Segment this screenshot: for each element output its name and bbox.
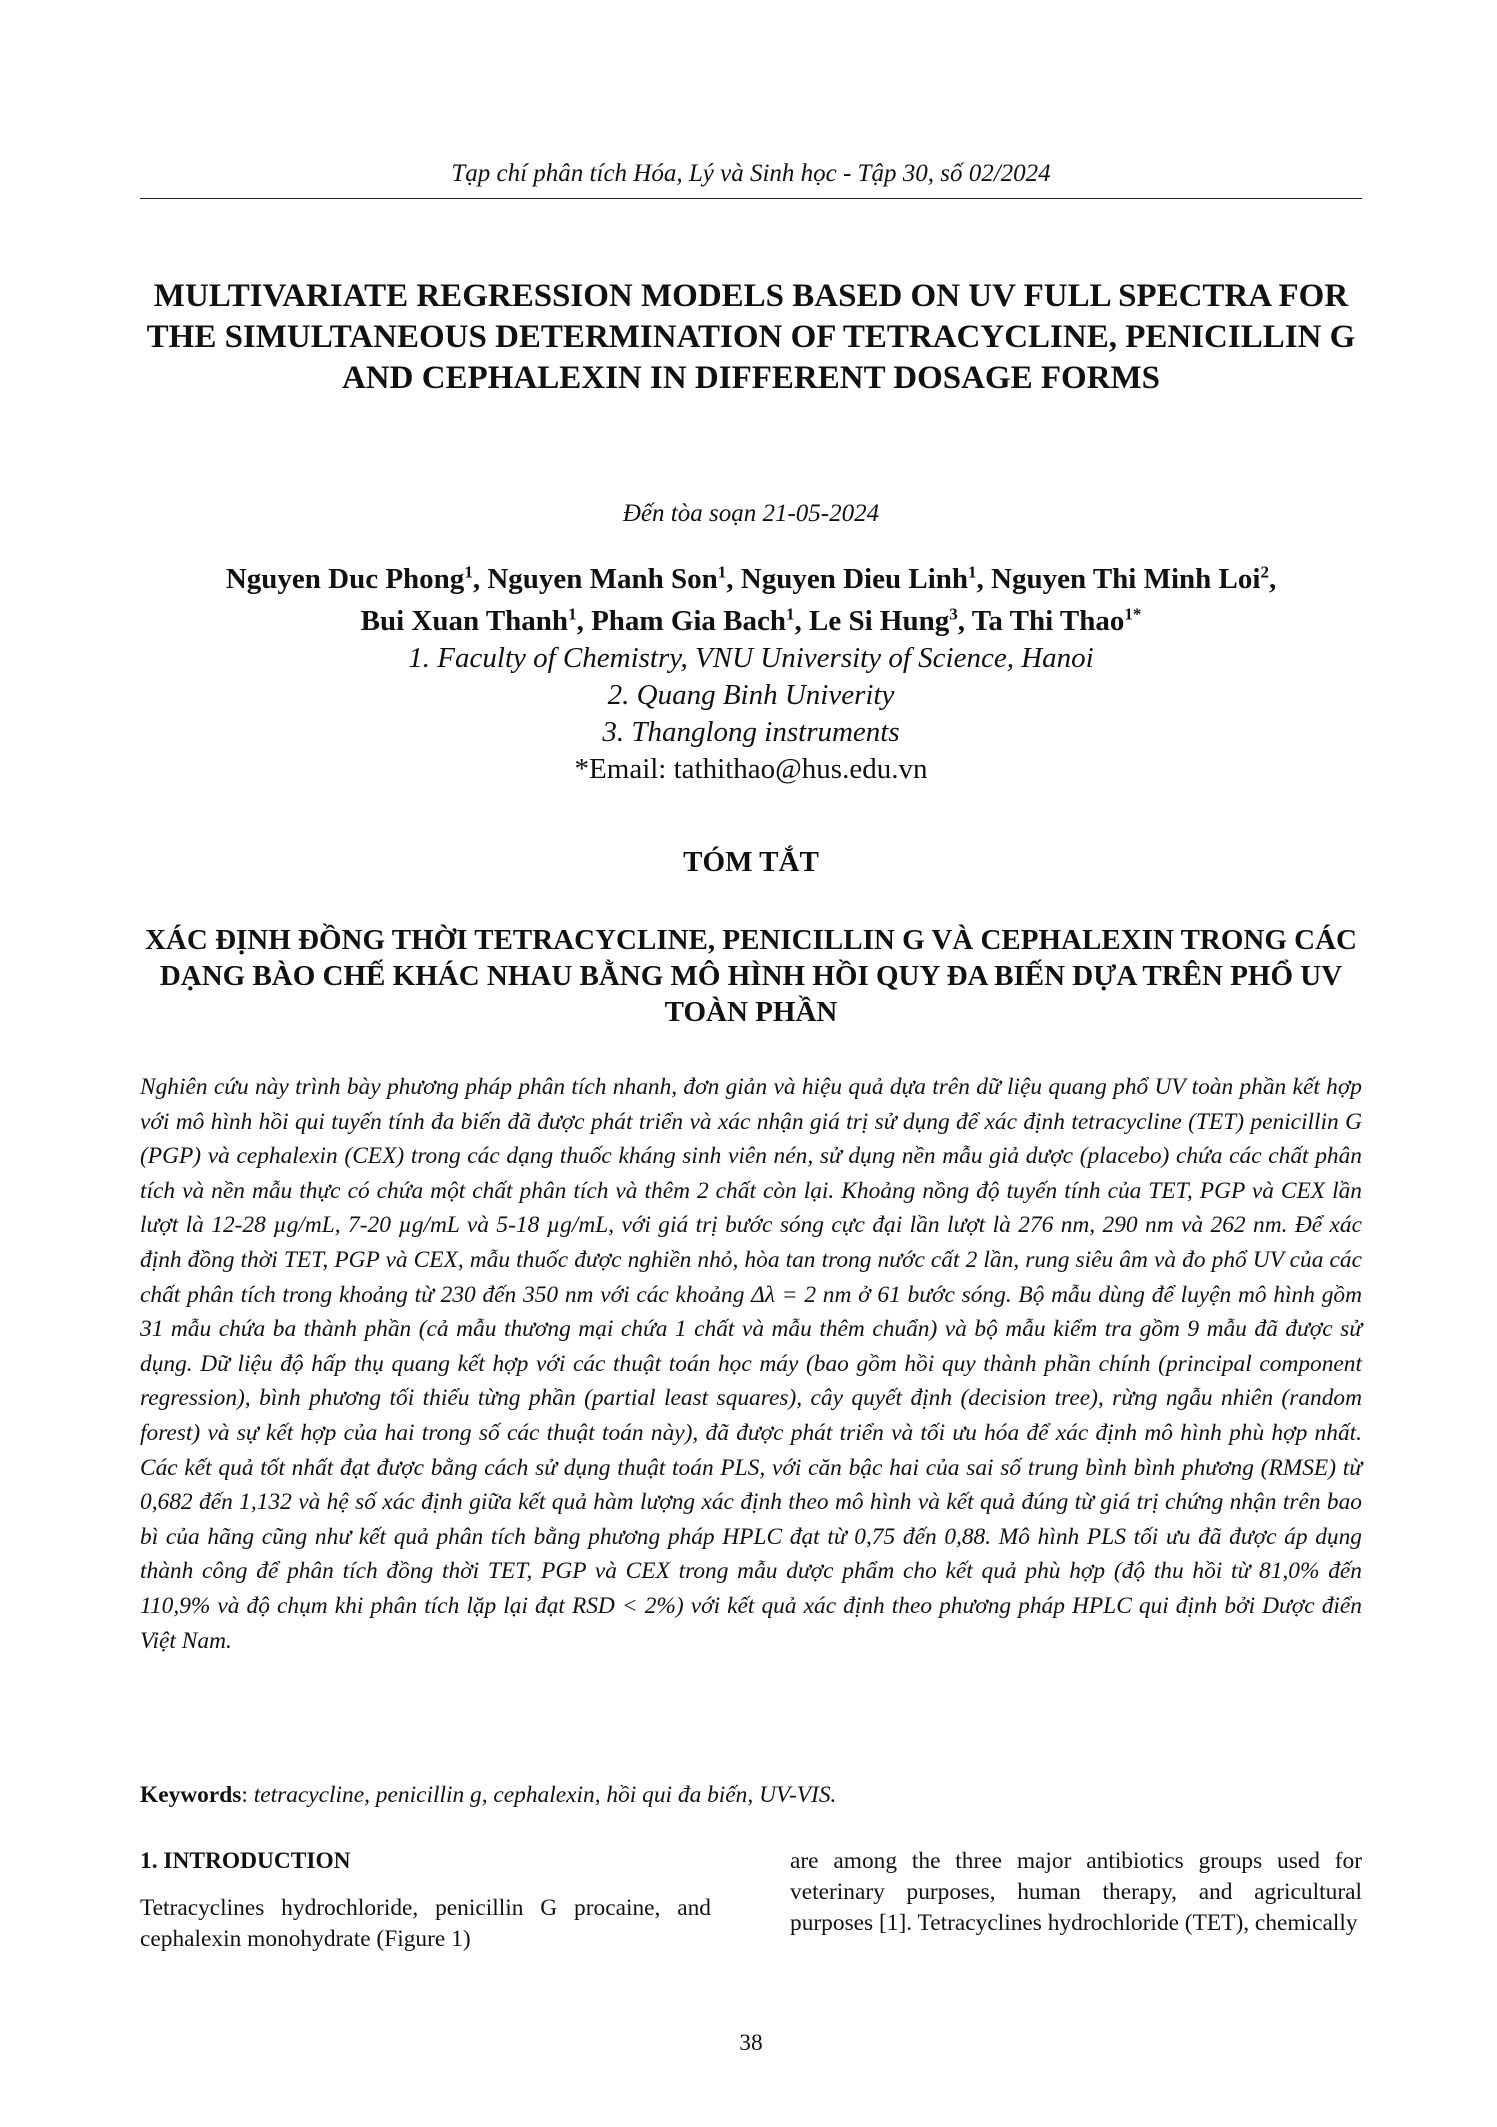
- author-name: Nguyen Manh Son: [487, 563, 718, 595]
- author-affil-mark: 2: [1260, 562, 1269, 582]
- author-affil-mark: 1: [968, 562, 977, 582]
- keywords-line: [140, 1782, 1362, 1809]
- paper-title: MULTIVARIATE REGRESSION MODELS BASED ON UV FULL SPECTRA FOR THE SIMULTANEOUS DETERMINATION OF TETRACYCLINE, PENICILLIN G AND CEPHALEXIN IN DIFFERENT DOSAGE FORMS: [146, 278, 1356, 396]
- author-separator: ,: [726, 563, 741, 595]
- keywords-colon: :: [241, 1782, 254, 1808]
- affiliation-3: 3. Thanglong instruments: [602, 716, 900, 748]
- abstract-heading: TÓM TẮT: [683, 846, 819, 878]
- author-name: Le Si Hung: [809, 605, 950, 637]
- corresponding-email: *Email: tathithao@hus.edu.vn: [574, 753, 928, 785]
- author-separator: ,: [957, 605, 972, 637]
- author-affil-mark: 1: [464, 562, 473, 582]
- author-affil-mark: 1: [786, 604, 795, 624]
- intro-right-column: are among the three major antibiotics groups used for veterinary purposes, human therapy, and agricultural purposes [1]. Tetracyclines hydrochloride (TET), chemically: [790, 1848, 1362, 1936]
- author-name: Pham Gia Bach: [591, 605, 787, 637]
- author-name: Ta Thi Thao: [971, 605, 1125, 637]
- author-name: Nguyen Thi Minh Loi: [991, 563, 1261, 595]
- author-separator: ,: [472, 563, 488, 595]
- keywords-text: tetracycline, penicillin g, cephalexin, hồi qui đa biến, UV-VIS.: [253, 1782, 837, 1808]
- author-separator: ,: [1268, 563, 1277, 595]
- page-number: 38: [739, 2030, 763, 2056]
- author-name: Nguyen Duc Phong: [225, 563, 465, 595]
- journal-header: Tạp chí phân tích Hóa, Lý và Sinh học - Tập 30, số 02/2024: [451, 160, 1051, 187]
- header-divider: [140, 198, 1362, 199]
- intro-left-column: Tetracyclines hydrochloride, penicillin G procaine, and cephalexin monohydrate (Figure 1): [140, 1895, 711, 1952]
- section-heading-introduction: 1. INTRODUCTION: [140, 1848, 351, 1874]
- vietnamese-title: XÁC ĐỊNH ĐỒNG THỜI TETRACYCLINE, PENICILLIN G VÀ CEPHALEXIN TRONG CÁC DẠNG BÀO CHẾ KHÁC NHAU BẰNG MÔ HÌNH HỒI QUY ĐA BIẾN DỰA TRÊN PHỔ UV TOÀN PHẦN: [144, 924, 1357, 1028]
- author-name: Nguyen Dieu Linh: [740, 563, 969, 595]
- affiliation-1: 1. Faculty of Chemistry, VNU University of Science, Hanoi: [408, 642, 1094, 674]
- author-separator: ,: [576, 605, 592, 637]
- author-affil-mark: 1: [568, 604, 577, 624]
- author-separator: ,: [976, 563, 992, 595]
- author-line-1: [140, 558, 1362, 600]
- author-affil-mark: 1*: [1124, 604, 1142, 624]
- author-line-2: [140, 600, 1362, 642]
- received-date: Đến tòa soạn 21-05-2024: [622, 500, 880, 527]
- author-affil-mark: 3: [949, 604, 958, 624]
- author-affil-mark: 1: [717, 562, 727, 582]
- keywords-label: Keywords: [140, 1782, 242, 1808]
- author-separator: ,: [794, 605, 810, 637]
- affiliation-2: 2. Quang Binh Univerity: [607, 679, 895, 711]
- author-list: [140, 558, 1362, 642]
- author-name: Bui Xuan Thanh: [360, 605, 569, 637]
- abstract-body: Nghiên cứu này trình bày phương pháp phân tích nhanh, đơn giản và hiệu quả dựa trên dữ liệu quang phổ UV toàn phần kết hợp với mô hình hồi qui tuyến tính đa biến đã được phát triển và xác nhận giá trị sử dụng để xác định tetracycline (TET) penicillin G (PGP) và cephalexin (CEX) trong các dạng thuốc kháng sinh viên nén, sử dụng nền mẫu giả dược (placebo) chứa các chất phân tích và nền mẫu thực có chứa một chất phân tích và thêm 2 chất còn lại. Khoảng nồng độ tuyến tính của TET, PGP và CEX lần lượt là 12-28 µg/mL, 7-20 µg/mL và 5-18 µg/mL, với giá trị bước sóng cực đại lần lượt là 276 nm, 290 nm và 262 nm. Để xác định đồng thời TET, PGP và CEX, mẫu thuốc được nghiền nhỏ, hòa tan trong nước cất 2 lần, rung siêu âm và đo phổ UV của các chất phân tích trong khoảng từ 230 đến 350 nm với các khoảng Δλ = 2 nm ở 61 bước sóng. Bộ mẫu dùng để luyện mô hình gồm 31 mẫu chứa ba thành phần (cả mẫu thương mại chứa 1 chất và mẫu thêm chuẩn) và bộ mẫu kiểm tra gồm 9 mẫu đã được sử dụng. Dữ liệu độ hấp thụ quang kết hợp với các thuật toán học máy (bao gồm hồi quy thành phần chính (principal component regression), bình phương tối thiểu từng phần (partial least squares), cây quyết định (decision tree), rừng ngẫu nhiên (random forest) và sự kết hợp của hai trong số các thuật toán này), đã được phát triển và tối ưu hóa để xác định mô hình phù hợp nhất. Các kết quả tốt nhất đạt được bằng cách sử dụng thuật toán PLS, với căn bậc hai của sai số trung bình bình phương (RMSE) từ 0,682 đến 1,132 và hệ số xác định giữa kết quả hàm lượng xác định theo mô hình và kết quả đúng từ giá trị chứng nhận trên bao bì của hãng cũng như kết quả phân tích bằng phương pháp HPLC đạt từ 0,75 đến 0,88. Mô hình PLS tối ưu đã được áp dụng thành công để phân tích đồng thời TET, PGP và CEX trong mẫu dược phẩm cho kết quả phù hợp (độ thu hồi từ 81,0% đến 110,9% và độ chụm khi phân tích lặp lại đạt RSD < 2%) với kết quả xác định theo phương pháp HPLC qui định bởi Dược điển Việt Nam.: [140, 1074, 1362, 1654]
- affiliations: [140, 640, 1362, 788]
